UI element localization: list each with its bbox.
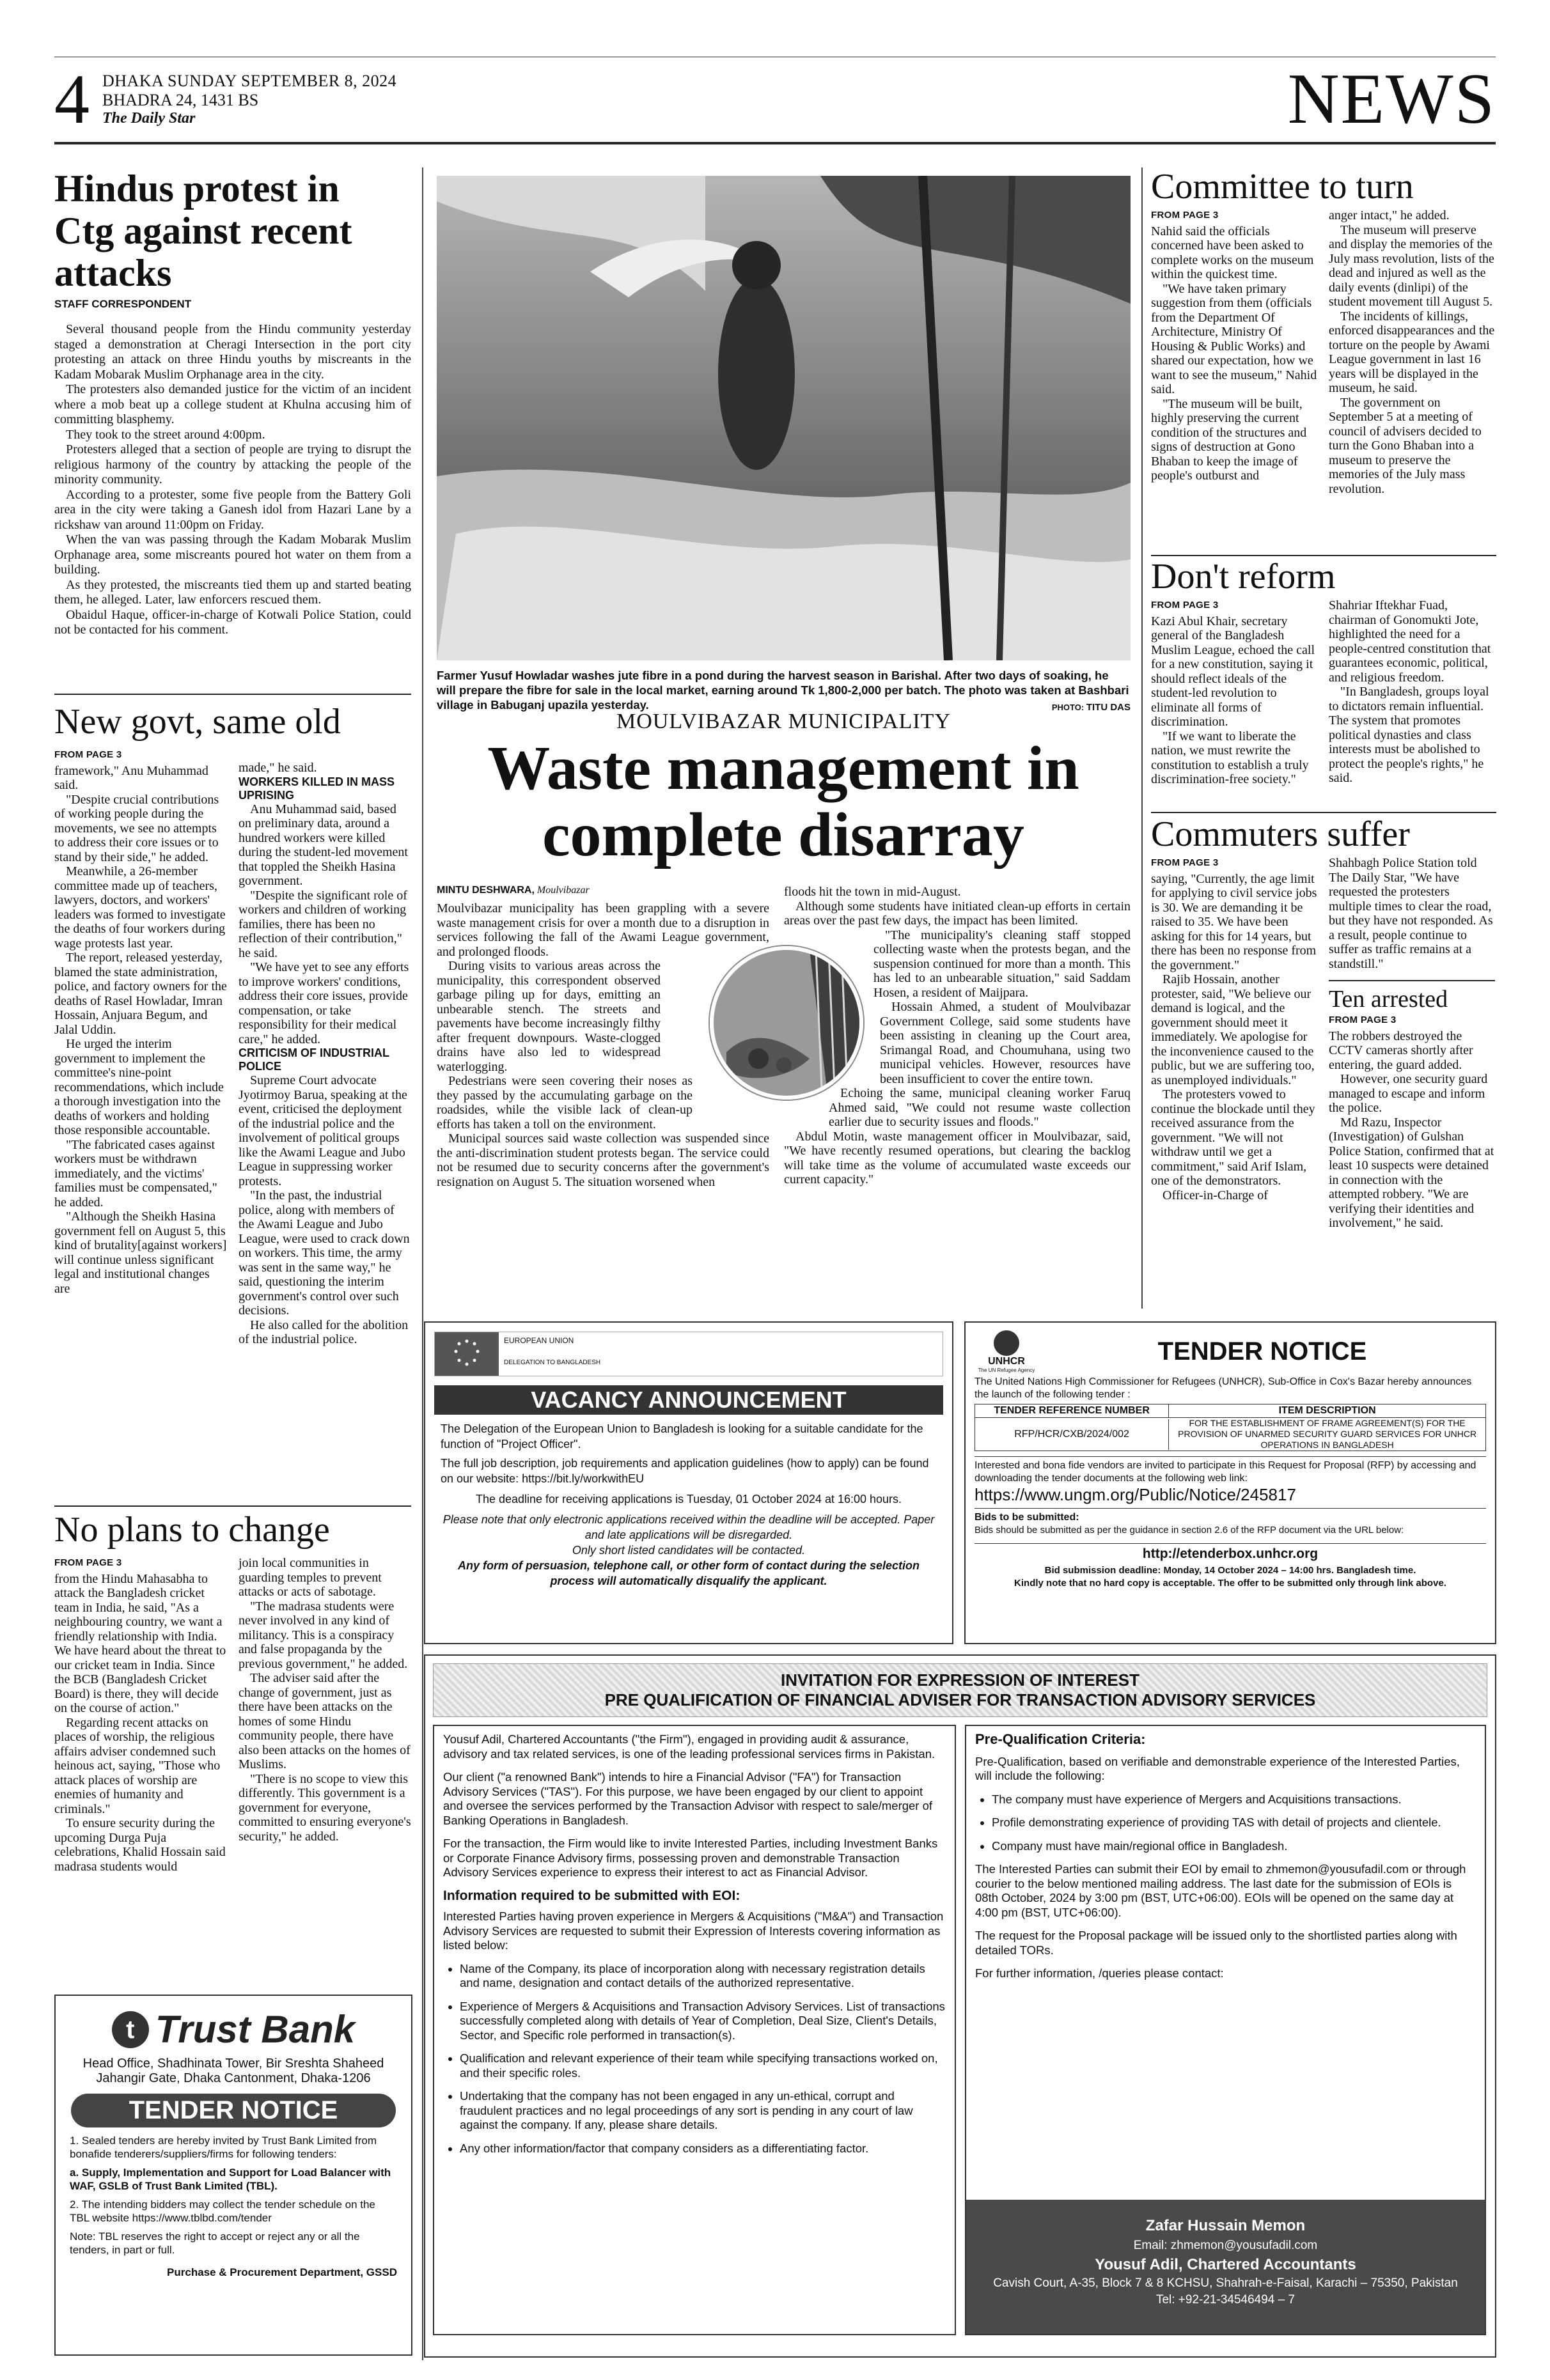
paragraph: Nahid said the officials concerned have been asked to complete works on the museum within the quickest time. — [1151, 224, 1314, 281]
trust-bank-logo: Trust Bank — [155, 2008, 356, 2051]
garbage-photo — [710, 946, 863, 1100]
paragraph: Anu Muhammad said, based on preliminary data, around a hundred workers were killed during the student-led movement that toppled the Sheikh Hasina government. — [239, 802, 408, 888]
paragraph: made," he said. — [239, 761, 317, 775]
trust-dept: Purchase & Procurement Department, GSSD — [167, 2266, 397, 2278]
unhcr-text: Interested and bona fide vendors are invited to participate in this Request for Proposal (RFP) by accessing and downloading the tender documents at the following web link: — [975, 1456, 1486, 1485]
hindus-body — [54, 322, 411, 638]
eu-org: EUROPEAN UNION — [504, 1336, 574, 1345]
paragraph: Obaidul Haque, officer-in-charge of Kotwali Police Station, could not be contacted for his comment. — [54, 607, 411, 637]
paragraph: They took to the street around 4:00pm. — [66, 427, 265, 442]
paragraph: Abdul Motin, waste management officer in Moulvibazar, said, "We have recently resumed operations, but clearing the backlog will take time as the volume of accumulated waste exceeds our current capacity." — [784, 1129, 1131, 1186]
paragraph: Shahbagh Police Station told The Daily Star, "We have requested the protesters multiple times to clear the road, but they have not responded. As a result, people continue to suffer as traffic remains at a standstill." — [1329, 856, 1493, 971]
paragraph: "We have taken primary suggestion from them (officials from the Department Of Architecture, Ministry Of Housing & Public Works) and shared our expectation, how we want to see the museum," Nahid said. — [1151, 281, 1317, 396]
paragraph: When the van was passing through the Kadam Mobarak Muslim Orphanage area, some miscreants poured hot water on them from a building. — [54, 533, 411, 577]
contact-name: Zafar Hussain Memon — [1145, 2217, 1306, 2234]
contact-tel: Tel: +92-21-34546494 – 7 — [1155, 2293, 1296, 2306]
eu-note: Please note that only electronic applications received within the deadline will be accepted. Paper and late applications will be disregarded. — [442, 1513, 935, 1541]
paragraph: "The fabricated cases against workers must be withdrawn immediately, and the victims' families must be compensated," he added. — [54, 1137, 217, 1209]
trust-item: a. Supply, Implementation and Support for Load Balancer with WAF, GSLB of Trust Bank Limited (TBL). — [70, 2166, 391, 2192]
list-item: • Any other information/factor that company considers as a differentiating factor. — [460, 2142, 946, 2156]
eu-flag-icon — [435, 1332, 499, 1376]
unhcr-title: TENDER NOTICE — [1157, 1337, 1367, 1365]
eoi-left-panel — [433, 1725, 956, 2335]
byline-place: Moulvibazar — [536, 885, 590, 896]
paragraph: "Despite crucial contributions of working people during the movements, we see no attempts to address their core issues or to stand by their side," he added. — [54, 792, 219, 864]
paper-name: The Daily Star — [102, 110, 196, 127]
ten-arrested-headline: Ten arrested — [1329, 986, 1448, 1013]
eu-note: Only short listed candidates will be contacted. — [572, 1544, 806, 1557]
paragraph: Shahriar Iftekhar Fuad, chairman of Gonomukti Jote, highlighted the need for a people-centred constitution that guarantees economic, political, and religious freedom. — [1329, 598, 1491, 685]
unhcr-intro: The United Nations High Commissioner for Refugees (UNHCR), Sub-Office in Cox's Bazar hereby announces the launch of the following tender : — [975, 1376, 1472, 1400]
page-number: 4 — [54, 60, 90, 138]
contact-firm: Yousuf Adil, Chartered Accountants — [1095, 2256, 1356, 2273]
commuters-article — [1151, 815, 1496, 1231]
eoi-subtitle: PRE QUALIFICATION OF FINANCIAL ADVISER FOR TRANSACTION ADVISORY SERVICES — [604, 1690, 1316, 1709]
list-item: • Undertaking that the company has not been engaged in any un-ethical, corrupt and fraudulent practices and no legal proceedings of any sort is pending in any court of law against the company. If any, please share details. — [460, 2089, 946, 2133]
list-item: • The company must have experience of Mergers and Acquisitions transactions. — [992, 1793, 1476, 1807]
from-page: FROM PAGE 3 — [54, 1557, 122, 1568]
paragraph: Regarding recent attacks on places of worship, the religious affairs adviser condemned such heinous act, saying, "Those who attack places of worship are enemies of humanity and criminals." — [54, 1715, 221, 1816]
paragraph: anger intact," he added. — [1329, 208, 1450, 222]
table-cell: FOR THE ESTABLISHMENT OF FRAME AGREEMENT(S) FOR THE PROVISION OF UNARMED SECURITY GUARD SERVICES FOR UNHCR OPERATIONS IN BANGLADESH — [1178, 1418, 1477, 1450]
paragraph: The adviser said after the change of government, just as there have been attacks on the homes of some Hindu community people, there have also been attacks on the homes of Muslims. — [239, 1671, 411, 1771]
from-page: FROM PAGE 3 — [1151, 857, 1219, 868]
new-govt-headline: New govt, same old — [54, 702, 341, 742]
unhcr-link[interactable]: https://www.ungm.org/Public/Notice/245817 — [975, 1485, 1296, 1504]
paragraph: The incidents of killings, enforced disappearances and the torture on the people by Awami League government in last 16 years will be displayed in the museum, he said. — [1329, 309, 1495, 395]
eu-deadline: The deadline for receiving applications is Tuesday, 01 October 2024 at 16:00 hours. — [475, 1493, 902, 1505]
eoi-ad — [424, 1654, 1496, 2358]
paragraph: from the Hindu Mahasabha to attack the Bangladesh cricket team in India, he said, "As a neighbouring country, we want a friendly relationship with India. We have heard about the threat to our cricket team in India. Since the BCB (Bangladesh Cricket Board) is there, they will decide on the course of action." — [54, 1571, 226, 1715]
unhcr-url[interactable]: http://etenderbox.unhcr.org — [975, 1543, 1486, 1560]
eoi-text: Our client ("a renowned Bank") intends to hire a Financial Advisor ("FA") for Transaction Advisory Services ("TAS"). For this purpose, we have been engaged by our client to appoint and oversee the services performed by the Transaction Advisor with respect to sale/merger of Banking Operations in Bangladesh. — [443, 1770, 933, 1827]
eoi-text: The request for the Proposal package will be issued only to the shortlisted parties along with detailed TORs. — [975, 1929, 1457, 1957]
paragraph: Supreme Court advocate Jyotirmoy Barua, speaking at the event, criticised the deployment of the industrial police and the involvement of political groups like the Awami League and Jubo League in suppressing worker protests. — [239, 1073, 407, 1188]
paragraph: Municipal sources said waste collection was suspended since the anti-discrimination student protests began. The service could not be resumed due to security concerns after the government's resignation on August 5. The situation worsened when — [437, 1132, 769, 1189]
eoi-criteria-head: Pre-Qualification Criteria: — [975, 1731, 1146, 1747]
paragraph: Rajib Hossain, another protester, said, "We believe our demand is logical, and the government should meet it immediately. We apologise for the inconvenience caused to the public, but we are suffering too, as unemployed individuals." — [1151, 972, 1315, 1087]
eoi-text: For further information, /queries please contact: — [975, 1966, 1224, 1980]
date-line: DHAKA SUNDAY SEPTEMBER 8, 2024 — [102, 72, 397, 90]
trust-item: 1. Sealed tenders are hereby invited by Trust Bank Limited from bonafide tenderers/suppliers/firms for following tenders: — [70, 2135, 377, 2160]
unhcr-logo-sub: The UN Refugee Agency — [978, 1367, 1035, 1373]
eoi-text: For the transaction, the Firm would like to invite Interested Parties, including Investment Banks or Corporate Finance Advisory firms, possessing proven and demonstrable Transaction Advisory Services experience to express their interest to act as Financial Advisor. — [443, 1837, 938, 1879]
paragraph: "In the past, the industrial police, along with members of the Awami League and Jubo League, were used to crack down on workers. This time, the army was sent in the same way," he said, questioning the interim government's control over such decisions. — [239, 1188, 410, 1318]
caption-text: Farmer Yusuf Howladar washes jute fibre in a pond during the harvest season in Barishal. After two days of soaking, he will prepare the fibre for sale in the local market, earning around Tk 1,800-2,000 per batch. The photo was taken at Bashbari village in Babuganj upazila yesterday. — [437, 669, 1129, 712]
eu-note: Any form of persuasion, telephone call, or other form of contact during the selection process will automatically disqualify the applicant. — [457, 1559, 920, 1587]
list-item: • Profile demonstrating experience of providing TAS with detail of projects and clientele. — [992, 1816, 1476, 1830]
table-header: TENDER REFERENCE NUMBER — [975, 1404, 1169, 1417]
paragraph: Hossain Ahmed, a student of Moulvibazar Government College, said some students have been assisting in cleaning up the Court area, Srimangal Road, and Choumuhana, using two municipal vehicles. However, resources have been insufficient to cover the entire town. — [880, 1000, 1131, 1086]
paragraph: Kazi Abul Khair, secretary general of the Bangladesh Muslim League, echoed the call for a new constitution, saying it should reflect ideals of the student-led revolution to eliminate all forms of discrimination. — [1151, 614, 1315, 729]
from-page: FROM PAGE 3 — [1151, 600, 1219, 611]
unhcr-text: Bids should be submitted as per the guidance in section 2.6 of the RFP document via the URL below: — [975, 1525, 1404, 1536]
unhcr-deadline: Bid submission deadline: Monday, 14 October 2024 – 14:00 hrs. Bangladesh time. — [1044, 1565, 1416, 1576]
eoi-title-banner — [433, 1663, 1487, 1717]
paragraph: "We have yet to see any efforts to improve workers' conditions, address their core issues, provide compensation, or take responsibility for their medical care," he added. — [239, 960, 409, 1046]
trust-bank-ad — [54, 1995, 412, 2356]
paragraph: floods hit the town in mid-August. — [784, 885, 961, 899]
eu-title: VACANCY ANNOUNCEMENT — [434, 1385, 943, 1415]
no-plans-article — [54, 1510, 411, 1874]
eu-text: The full job description, job requirements and application guidelines (how to apply) can be found on our website: https://bit.ly/workwithEU — [441, 1457, 929, 1485]
new-govt-article — [54, 702, 411, 1347]
paragraph: According to a protester, some five people from the Battery Goli area in the city were taking a Ganesh idol from Hazari Lane by a rickshaw van around 11:00pm on Friday. — [54, 487, 411, 532]
paragraph: Meanwhile, a 26-member committee made up of teachers, lawyers, doctors, and workers' leaders was formed to investigate the deaths of four workers during wage protests last year. — [54, 864, 226, 951]
from-page: FROM PAGE 3 — [54, 749, 122, 760]
paragraph: Protesters alleged that a section of people are trying to disrupt the religious harmony of the country by attacking the people of the minority community. — [54, 442, 411, 486]
list-item: • Qualification and relevant experience of their team while specifying transactions worked on, and their specific roles. — [460, 2051, 946, 2080]
eu-vacancy-ad — [424, 1321, 953, 1644]
commuters-headline: Commuters suffer — [1151, 814, 1410, 854]
paragraph: framework," Anu Muhammad said. — [54, 763, 208, 792]
paragraph: Md Razu, Inspector (Investigation) of Gulshan Police Station, confirmed that at least 10 suspects were detained in connection with the attempted robbery. "We are verifying their identities and involvement," he said. — [1329, 1115, 1494, 1230]
hindus-article — [54, 167, 411, 638]
eoi-text: Yousuf Adil, Chartered Accountants ("the Firm"), engaged in providing audit & assurance, advisory and tax related services, is one of the leading professional services firms in Pakistan. — [443, 1732, 935, 1761]
unhcr-note: Kindly note that no hard copy is acceptable. The offer to be submitted only through link above. — [1014, 1578, 1446, 1589]
paragraph: However, one security guard managed to escape and inform the police. — [1329, 1072, 1488, 1115]
no-plans-headline: No plans to change — [54, 1510, 330, 1550]
paragraph: During visits to various areas across the municipality, this correspondent observed garbage piling up for days, emitting an unbearable stench. The streets and pavements have become increasingly filthy after frequent downpours. Waste-clogged drains have also led to widespread waterlogging. — [437, 959, 661, 1074]
reform-headline: Don't reform — [1151, 557, 1336, 596]
jute-photo-image — [437, 176, 1131, 660]
paragraph: Pedestrians were seen covering their noses as they passed by the accumulating garbage on the roadsides, while the visible lack of clean-up efforts has taken a toll on the environment. — [437, 1074, 693, 1132]
jute-photo — [437, 176, 1131, 660]
eoi-info-head: Information required to be submitted with EOI: — [443, 1888, 740, 1903]
contact-email: Email: zhmemon@yousufadil.com — [1133, 2238, 1318, 2252]
paragraph: As they protested, the miscreants tied them up and started beating them, he alleged. Later, law enforcers rescued them. — [54, 577, 411, 607]
reform-article — [1151, 557, 1496, 787]
trust-address: Head Office, Shadhinata Tower, Bir Sreshta Shaheed — [82, 2057, 384, 2071]
credit-name: TITU DAS — [1086, 702, 1131, 713]
paragraph: "The madrasa students were never involved in any kind of militancy. This is a conspiracy and false propaganda by the previous government," he added. — [239, 1599, 408, 1671]
from-page: FROM PAGE 3 — [1151, 210, 1219, 221]
eoi-text: Interested Parties having proven experience in Mergers & Acquisitions ("M&A") and Transaction Advisory Services are requested to submit their Expression of Interests covering information as listed below: — [443, 1909, 944, 1952]
subhead: WORKERS KILLED IN MASS UPRISING — [239, 775, 395, 802]
waste-byline — [437, 885, 590, 896]
paragraph: Officer-in-Charge of — [1162, 1188, 1268, 1202]
trust-bank-logo-icon: t — [112, 2011, 149, 2048]
paragraph: The protesters also demanded justice for the victim of an incident where a mob beat up a college student at Khulna accusing him of committing blasphemy. — [54, 382, 411, 426]
paragraph: Although some students have initiated clean-up efforts in certain areas over the past few days, the impact has been limited. — [784, 899, 1131, 928]
eoi-text: Pre-Qualification, based on verifiable and demonstrable experience of the Interested Parties, will include the following: — [975, 1754, 1460, 1782]
photo-caption — [437, 668, 1131, 715]
waste-headline: Waste management in complete disarray — [487, 734, 1079, 869]
paragraph: "Despite the significant role of workers and children of working families, there has been no reflection of their contribution," he said. — [239, 888, 407, 960]
eoi-text: The Interested Parties can submit their EOI by email to zhmemon@yousufadil.com or through courier to the below mentioned mailing address. The last date for the submission of EOIs is 08th October, 2024 by 3:00 pm (BST, UTC+06:00). EOIs will be opened on the same day at 4:00 pm (BST, UTC+06:00). — [975, 1862, 1466, 1919]
table-header: ITEM DESCRIPTION — [1278, 1405, 1376, 1416]
from-page: FROM PAGE 3 — [1329, 1015, 1397, 1025]
paragraph: join local communities in guarding temples to prevent attacks or acts of sabotage. — [239, 1556, 382, 1599]
trust-tender-title: TENDER NOTICE — [71, 2094, 396, 2127]
bangla-date: BHADRA 24, 1431 BS — [102, 91, 259, 109]
byline-name: MINTU DESHWARA, — [437, 885, 535, 896]
paragraph: The government on September 5 at a meeting of council of advisers decided to turn the Gono Bhaban into a museum to preserve the memories of the July mass revolution. — [1329, 395, 1482, 496]
paragraph: To ensure security during the upcoming Durga Puja celebrations, Khalid Hossain said madrasa students would — [54, 1816, 226, 1874]
eu-text: The Delegation of the European Union to Bangladesh is looking for a suitable candidate for the function of "Project Officer". — [441, 1422, 923, 1451]
trust-item: 2. The intending bidders may collect the tender schedule on the TBL website https://www.tblbd.com/tender — [70, 2198, 375, 2224]
paragraph: "The museum will be built, highly preserving the current condition of the structures and signs of destruction at Gono Bhaban to keep the image of people's outburst and — [1151, 396, 1307, 483]
paragraph: "There is no scope to view this differently. This government is a government for everyone, committed to ensuring everyone's security," he added. — [239, 1771, 411, 1844]
waste-kicker: MOULVIBAZAR MUNICIPALITY — [616, 710, 951, 733]
unhcr-bids-label: Bids to be submitted: — [975, 1508, 1486, 1524]
list-item: • Name of the Company, its place of incorporation along with necessary registration details and name, designation and contact details of the authorized representative. — [460, 1962, 946, 1991]
paragraph: "The municipality's cleaning staff stopped collecting waste when the protests began, and the suspension continued for more than a month. This has led to an unbearable situation," said Saddam Hosen, a resident of Maijpara. — [873, 928, 1131, 1000]
trust-note: Note: TBL reserves the right to accept or reject any or all the tenders, in part or full. — [70, 2230, 360, 2256]
paragraph: The museum will preserve and display the memories of the July mass revolution, lists of the dead and injured as well as the daily events (dinlipi) of the student movement till August 5. — [1329, 222, 1494, 309]
committee-headline: Committee to turn — [1151, 167, 1414, 206]
paragraph: He urged the interim government to implement the committee's nine-point recommendations, which include a thorough investigation into the deaths of workers and holding those responsible accountable. — [54, 1037, 224, 1137]
hindus-byline: STAFF CORRESPONDENT — [54, 298, 192, 310]
contact-address: Cavish Court, A-35, Block 7 & 8 KCHSU, Shahrah-e-Faisal, Karachi – 75350, Pakistan — [993, 2276, 1458, 2290]
unhcr-tender-ad — [964, 1321, 1496, 1644]
unhcr-logo-icon — [994, 1330, 1019, 1356]
credit-label: PHOTO: — [1051, 703, 1084, 712]
paragraph: "In Bangladesh, groups loyal to dictators remain influential. The system that promotes political dynasties and class interests must be abolished to protect the people's rights," he said. — [1329, 685, 1489, 785]
paragraph: The protesters vowed to continue the blockade until they received assurance from the government. "We will not withdraw until we get a commitment," said Arif Islam, one of the demonstrators. — [1151, 1087, 1315, 1188]
paragraph: Several thousand people from the Hindu community yesterday staged a demonstration at Cheragi Intersection in the port city protesting an attack on three Hindu youths by miscreants in the Kadam Mobarak Muslim Orphanage area in the city. — [54, 322, 411, 382]
committee-article — [1151, 167, 1496, 496]
paragraph: saying, "Currently, the age limit for applying to civil service jobs is 30. We are demanding it be raised to 35. We have been asking for this for 14 years, but there has been no response from the government." — [1151, 871, 1317, 972]
eoi-title: INVITATION FOR EXPRESSION OF INTEREST — [781, 1670, 1139, 1690]
paragraph: "If we want to liberate the nation, we must rewrite the constitution to establish a truly discrimination-free society." — [1151, 729, 1309, 786]
eoi-right-panel — [965, 1725, 1486, 2335]
paragraph: "Although the Sheikh Hasina government fell on August 5, this kind of brutality[against workers] will continue unless significant legal and institutional changes are — [54, 1209, 227, 1296]
paragraph: He also called for the abolition of the industrial police. — [239, 1318, 409, 1346]
list-item: • Experience of Mergers & Acquisitions and Transaction Advisory Services. List of transactions successfully completed along with details of Year of Completion, Deal Size, Client's Details, Sector, and Specific role performed in transaction(s). — [460, 2000, 946, 2043]
paragraph: The report, released yesterday, blamed the state administration, police, and factory owners for the deaths of Rasel Howladar, Imran Hossain, Anjuara Begum, and Jalal Uddin. — [54, 951, 227, 1037]
unhcr-logo: UNHCR — [988, 1356, 1025, 1367]
subhead: CRITICISM OF INDUSTRIAL POLICE — [239, 1046, 389, 1073]
table-cell: RFP/HCR/CXB/2024/002 — [975, 1419, 1169, 1450]
trust-address: Jahangir Gate, Dhaka Cantonment, Dhaka-1206 — [96, 2071, 371, 2085]
list-item: • Company must have main/regional office in Bangladesh. — [992, 1839, 1476, 1854]
paragraph: The robbers destroyed the CCTV cameras shortly after entering, the guard added. — [1329, 1029, 1473, 1072]
eu-delegation: DELEGATION TO BANGLADESH — [504, 1359, 601, 1366]
eoi-contact-block — [966, 2200, 1485, 2334]
hindus-headline: Hindus protest in Ctg against recent attacks — [54, 167, 352, 294]
paragraph: Echoing the same, municipal cleaning worker Faruq Ahmed said, "We could not resume waste collection earlier due to security issues and floods." — [829, 1086, 1131, 1129]
paragraph: Moulvibazar municipality has been grappling with a severe waste management crisis for over a month due to a disruption in services following the fall of the Awami League government, and prolonged floods. — [437, 901, 769, 959]
section-title: NEWS — [1287, 59, 1496, 139]
